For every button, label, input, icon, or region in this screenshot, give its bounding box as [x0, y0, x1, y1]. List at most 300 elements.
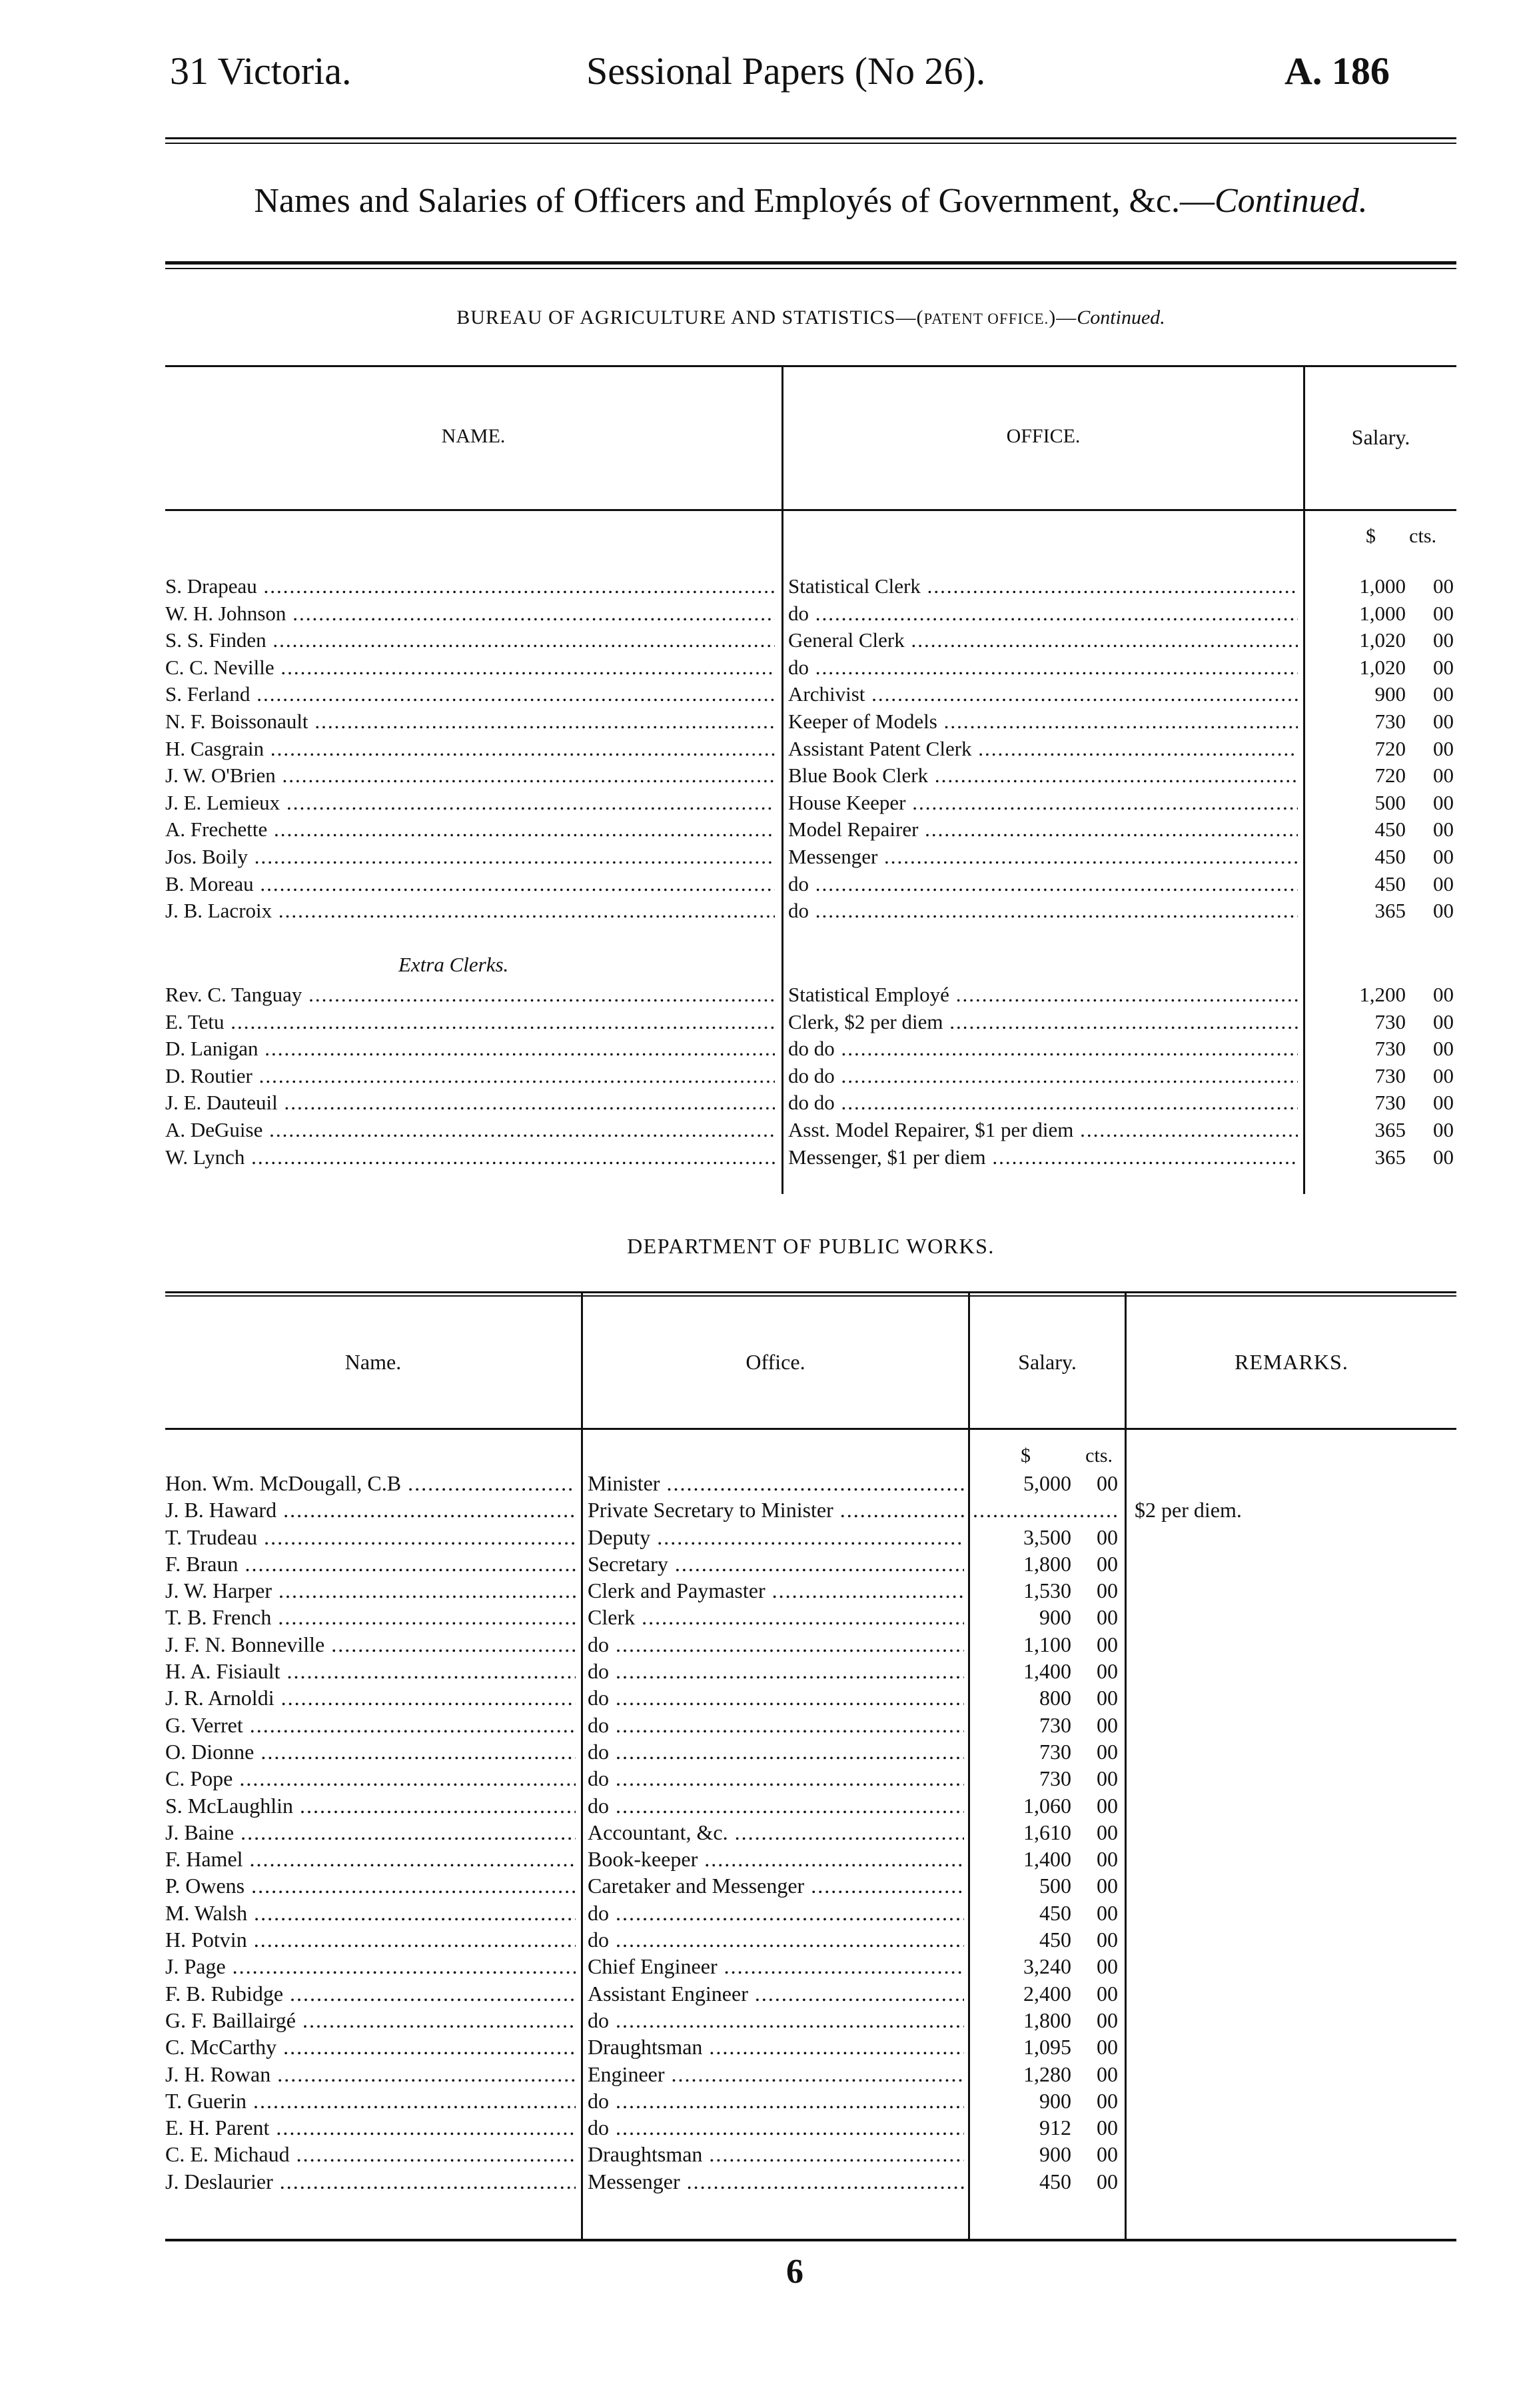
- employee-office-text: Draughtsman: [588, 2035, 703, 2060]
- employee-office: [588, 1980, 964, 2007]
- extra-clerks-heading: Extra Clerks.: [398, 953, 509, 976]
- table-row: [165, 627, 1456, 654]
- salary-dollars-text: 365: [1374, 1117, 1406, 1141]
- salary-dollars-text: 730: [1374, 1037, 1406, 1061]
- salary-dollars: [1306, 1089, 1406, 1117]
- table-row: [165, 871, 1456, 898]
- table-row: [165, 1900, 1456, 1926]
- salary-dollars-text: 730: [1039, 1739, 1071, 1764]
- employee-office: [588, 1550, 964, 1577]
- salary-cents: [1410, 1009, 1454, 1036]
- salary-dollars: [971, 2061, 1071, 2088]
- employee-office: [588, 1658, 964, 1684]
- salary-dollars: [1306, 790, 1406, 817]
- employee-name: [165, 1063, 775, 1090]
- employee-name-text: J. Page: [165, 1954, 226, 1979]
- employee-name-text: W. H. Johnson: [165, 601, 286, 625]
- salary-cents-text: 00: [1433, 1009, 1454, 1033]
- title-rule-bottom: [165, 268, 1456, 269]
- salary-dollars-text: 720: [1374, 736, 1406, 760]
- salary-dollars: [971, 2088, 1071, 2114]
- table-row: [165, 1470, 1456, 1497]
- table-row: [165, 1872, 1456, 1899]
- employee-name-text: J. Deslaurier: [165, 2169, 273, 2193]
- table-row: [165, 2114, 1456, 2141]
- remarks-text: $2 per diem.: [1135, 1498, 1242, 1522]
- salary-dollars-text: 1,530: [1023, 1578, 1071, 1603]
- employee-name-text: Hon. Wm. McDougall, C.B: [165, 1471, 402, 1495]
- salary-cents: [1410, 681, 1454, 708]
- employee-name: [165, 654, 775, 682]
- employee-name: [165, 573, 775, 600]
- salary-cents: [1410, 1035, 1454, 1063]
- table-row: [165, 708, 1456, 736]
- currency-cents: cts.: [1409, 525, 1436, 547]
- salary-dollars-text: 1,400: [1023, 1659, 1071, 1684]
- salary-cents: [1075, 1577, 1118, 1604]
- employee-office-text: Secretary: [588, 1551, 668, 1576]
- section-title-close: )—: [1049, 306, 1077, 328]
- salary-dollars-text: 730: [1374, 1063, 1406, 1087]
- public-works-table: [165, 1291, 1456, 2241]
- employee-name: [165, 1524, 576, 1550]
- salary-dollars: [1306, 1144, 1406, 1171]
- table-row: [165, 1712, 1456, 1738]
- salary-cents-text: 00: [1433, 764, 1454, 788]
- employee-office-text: General Clerk: [788, 628, 905, 652]
- salary-dollars: [971, 1658, 1071, 1684]
- salary-cents-text: 00: [1433, 872, 1454, 896]
- employee-name: [165, 1631, 576, 1658]
- salary-cents: [1410, 1063, 1454, 1090]
- employee-name: [165, 790, 775, 817]
- salary-cents: [1075, 1712, 1118, 1738]
- salary-cents-text: 00: [1097, 1739, 1118, 1764]
- employee-office: [588, 1497, 964, 1523]
- salary-cents: [1075, 1926, 1118, 1953]
- employee-name-text: C. Pope: [165, 1766, 233, 1791]
- salary-dollars-text: 450: [1039, 1928, 1071, 1952]
- employee-office: [788, 1089, 1298, 1117]
- salary-cents-text: 00: [1097, 1578, 1118, 1603]
- employee-name-text: J. E. Dauteuil: [165, 1091, 278, 1115]
- employee-office: [788, 816, 1298, 844]
- table-row: [165, 1497, 1456, 1523]
- salary-dollars: [971, 2114, 1071, 2141]
- salary-cents-text: 00: [1433, 736, 1454, 760]
- employee-office: [588, 2168, 964, 2195]
- employee-name-text: S. S. Finden: [165, 628, 266, 652]
- salary-cents-text: 00: [1097, 2115, 1118, 2140]
- table-row: [165, 816, 1456, 844]
- remarks: [1135, 1497, 1448, 1523]
- table2-rule-header: [165, 1428, 1456, 1430]
- employee-office-text: do: [588, 1739, 609, 1764]
- salary-cents-text: 00: [1433, 1145, 1454, 1169]
- table-row: [165, 1604, 1456, 1630]
- salary-dollars: [971, 1926, 1071, 1953]
- salary-cents-text: 00: [1433, 1117, 1454, 1141]
- employee-office: [588, 1604, 964, 1630]
- employee-name: [165, 2061, 576, 2088]
- table-row: [165, 1631, 1456, 1658]
- salary-dollars: [971, 2034, 1071, 2060]
- salary-cents-text: 00: [1097, 1874, 1118, 1898]
- table-row: [165, 1658, 1456, 1684]
- salary-dollars: [971, 1792, 1071, 1819]
- employee-name: [165, 736, 775, 763]
- salary-cents: [1075, 1550, 1118, 1577]
- section-title-main: BUREAU OF AGRICULTURE AND STATISTICS—(: [456, 306, 924, 328]
- salary-cents: [1075, 1658, 1118, 1684]
- salary-cents-text: 00: [1097, 2142, 1118, 2167]
- table-row: [165, 1009, 1456, 1036]
- salary-dollars-text: 1,400: [1023, 1847, 1071, 1872]
- salary-cents: [1410, 1089, 1454, 1117]
- employee-name: [165, 2141, 576, 2167]
- employee-name: [165, 2088, 576, 2114]
- employee-name-text: A. DeGuise: [165, 1117, 263, 1141]
- employee-office: [588, 2141, 964, 2167]
- salary-dollars-text: 900: [1039, 2142, 1071, 2167]
- employee-office: [588, 2061, 964, 2088]
- salary-dollars: [971, 1712, 1071, 1738]
- salary-dollars: [1306, 681, 1406, 708]
- employee-name: [165, 708, 775, 736]
- table-row: [165, 1792, 1456, 1819]
- employee-office-text: Blue Book Clerk: [788, 764, 929, 788]
- salary-cents-text: 00: [1097, 1820, 1118, 1844]
- salary-dollars-text: 1,280: [1023, 2062, 1071, 2086]
- table-rule-header: [165, 509, 1456, 511]
- employee-name: [165, 2007, 576, 2034]
- salary-dollars-text: 1,000: [1359, 601, 1406, 625]
- table-row: [165, 1550, 1456, 1577]
- salary-cents-text: 00: [1097, 1712, 1118, 1737]
- employee-office: [588, 1524, 964, 1550]
- salary-cents-text: 00: [1433, 574, 1454, 598]
- section-title-smallcaps: PATENT OFFICE.: [923, 310, 1049, 327]
- salary-cents-text: 00: [1433, 1037, 1454, 1061]
- salary-dollars: [1306, 600, 1406, 628]
- section-title-bureau: [165, 306, 1456, 329]
- column-header-office: Office.: [746, 1350, 805, 1374]
- salary-cents: [1075, 1631, 1118, 1658]
- salary-dollars: [971, 1953, 1071, 1980]
- table-row: [165, 736, 1456, 763]
- table-row: [165, 844, 1456, 871]
- currency-cents: cts.: [1085, 1445, 1113, 1467]
- table-row: [165, 2034, 1456, 2060]
- header-page-ref: A. 186: [1284, 49, 1390, 93]
- salary-dollars-text: 2,400: [1023, 1981, 1071, 2006]
- salary-cents: [1410, 600, 1454, 628]
- employee-name: [165, 2168, 576, 2195]
- employee-office-text: do do: [788, 1037, 835, 1061]
- employee-name-text: O. Dionne: [165, 1739, 255, 1764]
- salary-cents: [1410, 654, 1454, 682]
- salary-cents-text: 00: [1097, 2088, 1118, 2113]
- salary-dollars: [971, 2141, 1071, 2167]
- salary-dollars-text: 1,100: [1023, 1632, 1071, 1656]
- employee-office-text: Clerk, $2 per diem: [788, 1009, 943, 1033]
- salary-cents-text: 00: [1097, 1793, 1118, 1818]
- employee-office-text: Chief Engineer: [588, 1954, 718, 1979]
- employee-name-text: H. Casgrain: [165, 736, 264, 760]
- salary-cents-text: 00: [1097, 1524, 1118, 1549]
- table-row: [165, 2088, 1456, 2114]
- table-row: [165, 2061, 1456, 2088]
- salary-dollars: [1306, 1035, 1406, 1063]
- salary-dollars: [1306, 627, 1406, 654]
- document-title: [165, 181, 1456, 221]
- employee-name: [165, 600, 775, 628]
- employee-name-text: B. Moreau: [165, 872, 254, 896]
- employee-name-text: F. B. Rubidge: [165, 1981, 284, 2006]
- employee-name-text: J. Baine: [165, 1820, 235, 1844]
- table-row: [165, 790, 1456, 817]
- salary-dollars-text: 500: [1374, 790, 1406, 814]
- salary-cents: [1410, 1117, 1454, 1144]
- salary-dollars-text: 1,095: [1023, 2035, 1071, 2060]
- salary-cents: [1075, 1684, 1118, 1711]
- bureau-rows: [165, 573, 1456, 925]
- salary-dollars-text: 1,000: [1359, 574, 1406, 598]
- salary-dollars: [1306, 1009, 1406, 1036]
- salary-cents-text: 00: [1433, 818, 1454, 842]
- employee-office-text: do: [588, 2115, 609, 2140]
- employee-office-text: Assistant Patent Clerk: [788, 736, 972, 760]
- table-row: [165, 1765, 1456, 1792]
- salary-dollars-text: 1,800: [1023, 2008, 1071, 2032]
- employee-office-text: Clerk: [588, 1605, 636, 1630]
- employee-office-text: do: [588, 1766, 609, 1791]
- employee-office: [588, 1792, 964, 1819]
- employee-office-text: do do: [788, 1091, 835, 1115]
- employee-office-text: Draughtsman: [588, 2142, 703, 2167]
- employee-office-text: do: [788, 872, 809, 896]
- header-papers: Sessional Papers (No 26).: [586, 49, 986, 93]
- salary-dollars-text: 1,020: [1359, 655, 1406, 679]
- employee-office-text: Asst. Model Repairer, $1 per diem: [788, 1117, 1074, 1141]
- employee-office: [788, 654, 1298, 682]
- salary-dollars-text: 730: [1374, 1009, 1406, 1033]
- salary-cents: [1075, 2114, 1118, 2141]
- employee-name-text: T. Guerin: [165, 2088, 247, 2113]
- table-row: [165, 573, 1456, 600]
- salary-cents-text: 00: [1433, 899, 1454, 923]
- employee-name: [165, 1089, 775, 1117]
- employee-office-text: do: [588, 1793, 609, 1818]
- salary-dollars: [1306, 736, 1406, 763]
- salary-dollars-text: 1,020: [1359, 628, 1406, 652]
- header-session: 31 Victoria.: [170, 49, 352, 93]
- employee-name-text: J. W. Harper: [165, 1578, 272, 1603]
- employee-office: [588, 2088, 964, 2114]
- employee-name: [165, 1577, 576, 1604]
- salary-dollars: [971, 1577, 1071, 1604]
- employee-office-text: Messenger, $1 per diem: [788, 1145, 986, 1169]
- employee-name-text: T. Trudeau: [165, 1524, 258, 1549]
- salary-cents-text: 00: [1433, 628, 1454, 652]
- employee-name-text: J. B. Lacroix: [165, 899, 272, 923]
- section-title-public-works: DEPARTMENT OF PUBLIC WORKS.: [627, 1234, 995, 1258]
- employee-office: [588, 1577, 964, 1604]
- salary-cents: [1075, 2141, 1118, 2167]
- employee-name: [165, 1712, 576, 1738]
- employee-name-text: J. R. Arnoldi: [165, 1686, 274, 1710]
- employee-name-text: J. E. Lemieux: [165, 790, 280, 814]
- column-header-name: NAME.: [441, 425, 506, 447]
- employee-name-text: S. Drapeau: [165, 574, 257, 598]
- salary-dollars-text: 365: [1374, 899, 1406, 923]
- salary-cents-text: 00: [1097, 1766, 1118, 1791]
- employee-office: [588, 1631, 964, 1658]
- salary-dollars: [1306, 898, 1406, 925]
- salary-dollars: [1306, 762, 1406, 790]
- salary-cents: [1075, 1872, 1118, 1899]
- employee-office: [788, 844, 1298, 871]
- salary-cents-text: 00: [1097, 1847, 1118, 1872]
- column-header-salary: Salary.: [1351, 425, 1410, 449]
- employee-name: [165, 1765, 576, 1792]
- salary-dollars: [1306, 573, 1406, 600]
- table-row: [165, 762, 1456, 790]
- employee-name: [165, 898, 775, 925]
- employee-office-text: Messenger: [588, 2169, 680, 2193]
- employee-office: [788, 790, 1298, 817]
- salary-dollars-text: 1,610: [1023, 1820, 1071, 1844]
- table-row: [165, 1524, 1456, 1550]
- employee-office: [588, 1846, 964, 1872]
- salary-cents-text: 00: [1433, 655, 1454, 679]
- employee-office-text: Assistant Engineer: [588, 1981, 748, 2006]
- column-header-remarks: REMARKS.: [1235, 1350, 1348, 1374]
- salary-cents-text: 00: [1097, 1605, 1118, 1630]
- employee-office: [788, 573, 1298, 600]
- employee-name-text: J. F. N. Bonneville: [165, 1632, 325, 1656]
- employee-name: [165, 1470, 576, 1497]
- employee-office: [788, 1117, 1298, 1144]
- employee-name-text: Jos. Boily: [165, 844, 249, 868]
- salary-dollars: [971, 1846, 1071, 1872]
- employee-name-text: E. H. Parent: [165, 2115, 270, 2140]
- salary-dollars: [971, 1550, 1071, 1577]
- employee-name-text: S. Ferland: [165, 682, 251, 706]
- salary-dollars: [971, 1604, 1071, 1630]
- employee-office: [788, 1063, 1298, 1090]
- salary-cents: [1075, 1765, 1118, 1792]
- salary-cents: [1410, 816, 1454, 844]
- public-works-rows: [165, 1470, 1456, 2195]
- employee-name-text: W. Lynch: [165, 1145, 245, 1169]
- employee-name-text: A. Frechette: [165, 818, 268, 842]
- employee-name: [165, 2114, 576, 2141]
- salary-cents-text: 00: [1097, 2169, 1118, 2193]
- employee-name-text: G. F. Baillairgé: [165, 2008, 296, 2032]
- salary-dollars: [1306, 1063, 1406, 1090]
- salary-dollars: [971, 1738, 1071, 1765]
- salary-dollars-text: 1,200: [1359, 983, 1406, 1006]
- salary-dollars-text: 730: [1374, 1091, 1406, 1115]
- salary-cents-text: 00: [1097, 1659, 1118, 1684]
- column-header-salary: Salary.: [1018, 1350, 1077, 1374]
- table2-rule-top: [165, 1291, 1456, 1293]
- salary-cents: [1075, 2168, 1118, 2195]
- salary-dollars-text: 450: [1374, 844, 1406, 868]
- salary-dollars-text: 912: [1039, 2115, 1071, 2140]
- salary-cents-text: 00: [1433, 844, 1454, 868]
- employee-name: [165, 1792, 576, 1819]
- salary-cents: [1410, 736, 1454, 763]
- employee-name: [165, 1550, 576, 1577]
- section-title-continued: Continued.: [1077, 306, 1165, 328]
- salary-dollars-text: 730: [1039, 1766, 1071, 1791]
- salary-dollars-text: 450: [1039, 2169, 1071, 2193]
- employee-name: [165, 1872, 576, 1899]
- employee-name: [165, 871, 775, 898]
- employee-office: [788, 981, 1298, 1009]
- salary-cents-text: 00: [1433, 709, 1454, 733]
- table-row: [165, 1819, 1456, 1846]
- salary-cents: [1410, 573, 1454, 600]
- employee-office-text: Book-keeper: [588, 1847, 698, 1872]
- employee-name-text: D. Routier: [165, 1063, 253, 1087]
- employee-name: [165, 1926, 576, 1953]
- employee-office-text: Accountant, &c.: [588, 1820, 728, 1844]
- salary-cents: [1075, 1900, 1118, 1926]
- employee-name: [165, 816, 775, 844]
- employee-office-text: do do: [788, 1063, 835, 1087]
- table-rule-top: [165, 365, 1456, 367]
- employee-office-text: Statistical Employé: [788, 983, 949, 1006]
- salary-dollars-text: 3,240: [1023, 1954, 1071, 1979]
- employee-office-text: do: [588, 2008, 609, 2032]
- employee-name-text: C. C. Neville: [165, 655, 274, 679]
- employee-office-text: Caretaker and Messenger: [588, 1874, 805, 1898]
- salary-dollars: [971, 1470, 1071, 1497]
- salary-dollars-text: 5,000: [1023, 1471, 1071, 1495]
- employee-name-text: N. F. Boissonault: [165, 709, 308, 733]
- salary-cents-text: 00: [1097, 1551, 1118, 1576]
- salary-dollars: [971, 1524, 1071, 1550]
- employee-name-text: E. Tetu: [165, 1009, 225, 1033]
- salary-cents: [1075, 1980, 1118, 2007]
- salary-cents: [1075, 1524, 1118, 1550]
- table-row: [165, 1684, 1456, 1711]
- salary-dollars-text: 450: [1374, 872, 1406, 896]
- table-row: [165, 600, 1456, 628]
- salary-cents-text: 00: [1097, 1954, 1118, 1979]
- employee-office: [588, 1738, 964, 1765]
- salary-cents: [1075, 1792, 1118, 1819]
- employee-name: [165, 1819, 576, 1846]
- employee-name-text: S. McLaughlin: [165, 1793, 293, 1818]
- employee-office-text: do: [788, 899, 809, 923]
- employee-name: [165, 1144, 775, 1171]
- employee-office-text: Keeper of Models: [788, 709, 937, 733]
- employee-name-text: F. Braun: [165, 1551, 239, 1576]
- salary-dollars: [971, 1819, 1071, 1846]
- table-row: [165, 1980, 1456, 2007]
- bureau-table: [165, 365, 1456, 1194]
- employee-name-text: M. Walsh: [165, 1900, 248, 1925]
- employee-name: [165, 1900, 576, 1926]
- table-row: [165, 1577, 1456, 1604]
- salary-cents-text: 00: [1097, 1686, 1118, 1710]
- salary-dollars-text: 1,060: [1023, 1793, 1071, 1818]
- salary-dollars-text: 800: [1039, 1686, 1071, 1710]
